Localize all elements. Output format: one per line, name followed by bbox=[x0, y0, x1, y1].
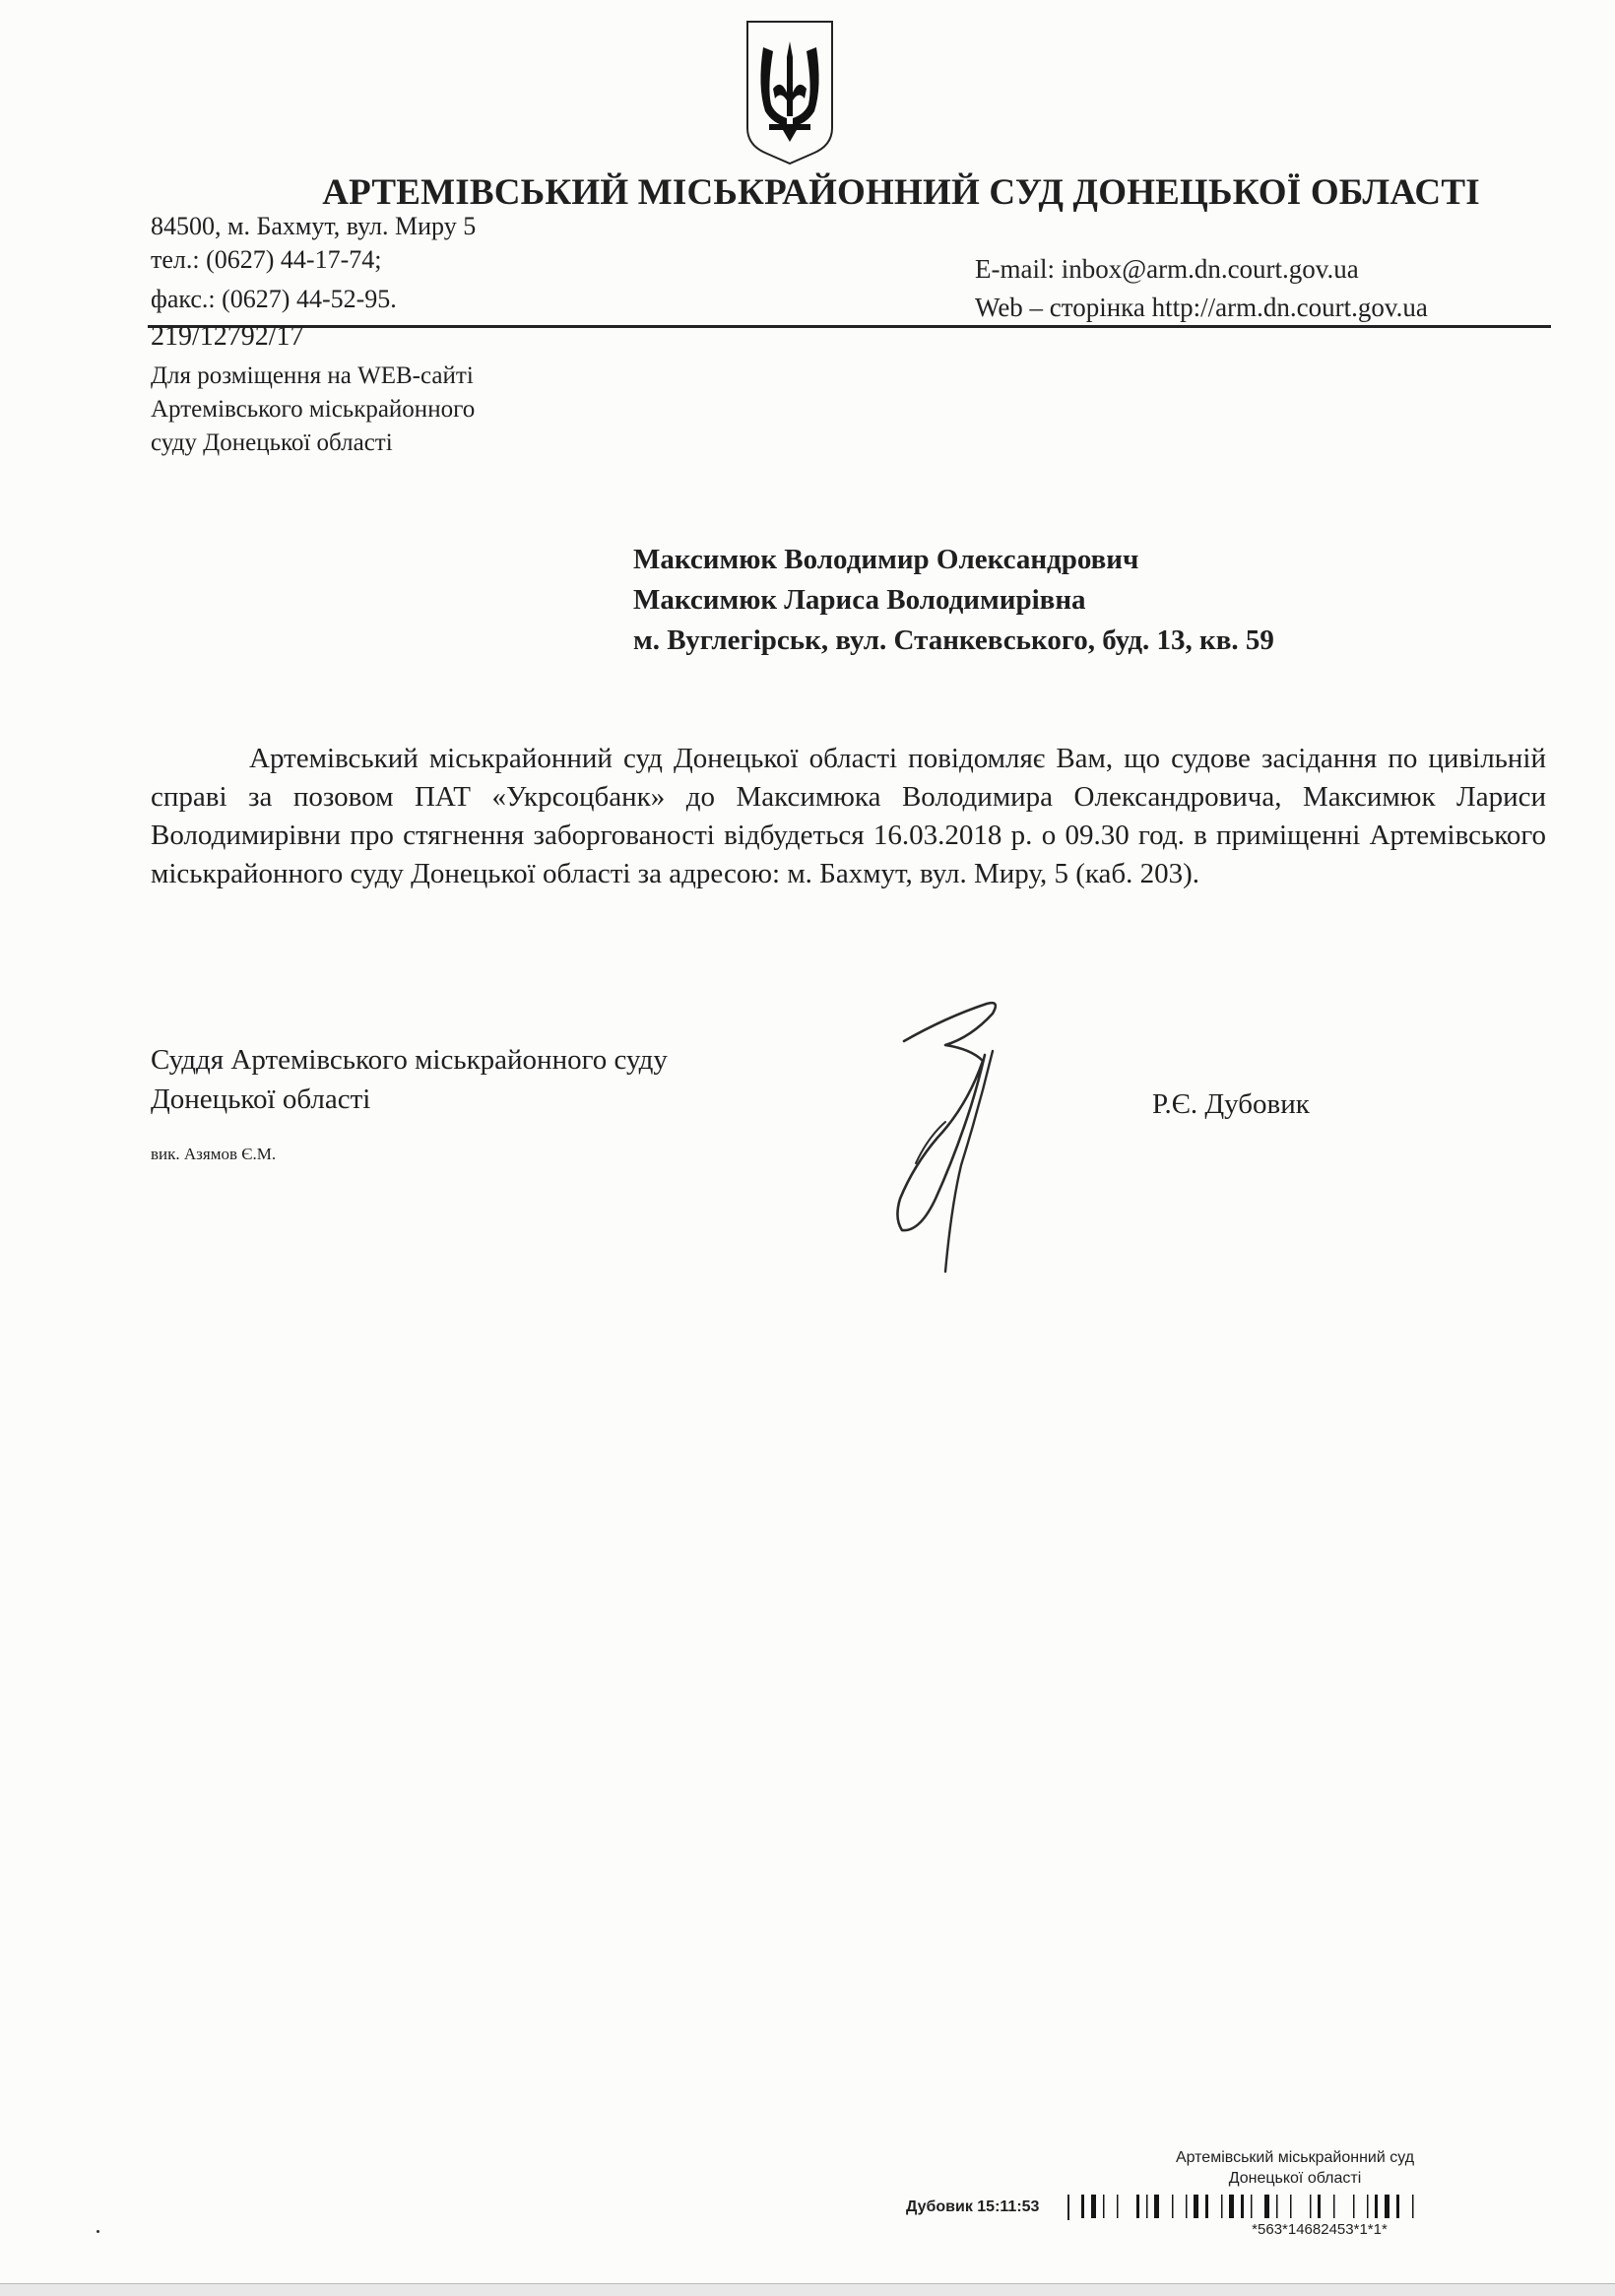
barcode-bar bbox=[1385, 2195, 1389, 2218]
court-address: 84500, м. Бахмут, вул. Миру 5 bbox=[151, 212, 477, 240]
signer-title-line: Донецької області bbox=[151, 1083, 371, 1115]
barcode-bar bbox=[1186, 2195, 1188, 2218]
barcode-bar bbox=[1333, 2195, 1335, 2218]
placement-note-line: суду Донецької області bbox=[151, 429, 393, 456]
barcode-bar bbox=[1229, 2195, 1234, 2218]
registry-barcode bbox=[1073, 2195, 1551, 2222]
barcode-bar bbox=[1251, 2195, 1253, 2218]
addressee-address: м. Вуглегірськ, вул. Станкевського, буд. 13, кв. 59 bbox=[633, 624, 1274, 656]
scan-bottom-edge bbox=[0, 2283, 1615, 2296]
signer-title bbox=[151, 1040, 668, 1119]
barcode-bar bbox=[1276, 2195, 1278, 2218]
barcode-bar bbox=[1154, 2195, 1159, 2218]
barcode-bar bbox=[1091, 2195, 1096, 2218]
reference-number: 219/12792/17 bbox=[151, 321, 304, 352]
barcode-bar bbox=[1353, 2195, 1355, 2218]
barcode-bar bbox=[1221, 2195, 1223, 2218]
signer-title-line: Суддя Артемівського міськрайонного суду bbox=[151, 1044, 668, 1076]
barcode-bar bbox=[1103, 2195, 1105, 2218]
barcode-bar bbox=[1172, 2195, 1174, 2218]
court-website: Web – сторінка http://arm.dn.court.gov.ua bbox=[975, 293, 1428, 322]
placement-note bbox=[151, 360, 475, 460]
barcode-separator bbox=[1067, 2195, 1069, 2220]
court-title: АРТЕМІВСЬКИЙ МІСЬКРАЙОННИЙ СУД ДОНЕЦЬКОЇ ОБЛАСТІ bbox=[322, 172, 1480, 213]
barcode-bar bbox=[1117, 2195, 1119, 2218]
court-fax: факс.: (0627) 44-52-95. bbox=[151, 285, 397, 313]
barcode-bar bbox=[1318, 2195, 1321, 2218]
placement-note-line: Для розміщення на WEB-сайті bbox=[151, 362, 474, 389]
executor-note: вик. Азямов Є.М. bbox=[151, 1145, 277, 1163]
barcode-text: *563*14682453*1*1* bbox=[1252, 2221, 1388, 2238]
addressee-name-1: Максимюк Володимир Олександрович bbox=[633, 544, 1139, 575]
barcode-bar bbox=[1396, 2195, 1399, 2218]
registry-operator-time: Дубовик 15:11:53 bbox=[906, 2198, 1040, 2215]
addressee-name-2: Максимюк Лариса Володимирівна bbox=[633, 584, 1086, 616]
barcode-bar bbox=[1146, 2195, 1148, 2218]
barcode-bar bbox=[1264, 2195, 1269, 2218]
barcode-bar bbox=[1367, 2195, 1369, 2218]
barcode-bar bbox=[1310, 2195, 1312, 2218]
barcode-bar bbox=[1205, 2195, 1208, 2218]
addressee-block bbox=[633, 540, 1274, 661]
registry-court-line: Донецької області bbox=[1228, 2170, 1362, 2187]
registry-court-line: Артемівський міськрайонний суд bbox=[1175, 2149, 1415, 2166]
notice-body: Артемівський міськрайонний суд Донецької області повідомляє Вам, що судове засідання по цивільній справі за позовом ПАТ «Укрсоцбанк» до Максимюка Володимира Олександровича, Максимюк Лариси Володимирівни про стягнення заборгованості відбудеться 16.03.2018 р. о 09.30 год. в приміщенні Артемівського міськрайонного суду Донецької області за адресою: м. Бахмут, вул. Миру, 5 (каб. 203). bbox=[151, 743, 1546, 889]
judge-name: Р.Є. Дубовик bbox=[1152, 1088, 1310, 1120]
coat-of-arms-emblem bbox=[743, 18, 836, 165]
court-email: E-mail: inbox@arm.dn.court.gov.ua bbox=[975, 254, 1359, 284]
barcode-bar bbox=[1412, 2195, 1414, 2218]
registry-court-name bbox=[1132, 2147, 1457, 2189]
barcode-bar bbox=[1375, 2195, 1378, 2218]
court-phone: тел.: (0627) 44-17-74; bbox=[151, 245, 382, 274]
handwritten-signature bbox=[876, 990, 1044, 1285]
scan-speck bbox=[97, 2230, 99, 2233]
barcode-bar bbox=[1194, 2195, 1198, 2218]
barcode-bar bbox=[1290, 2195, 1292, 2218]
barcode-bar bbox=[1136, 2195, 1139, 2218]
barcode-bar bbox=[1081, 2195, 1084, 2218]
placement-note-line: Артемівського міськрайонного bbox=[151, 396, 476, 423]
header-divider bbox=[148, 325, 1551, 328]
barcode-bar bbox=[1241, 2195, 1244, 2218]
